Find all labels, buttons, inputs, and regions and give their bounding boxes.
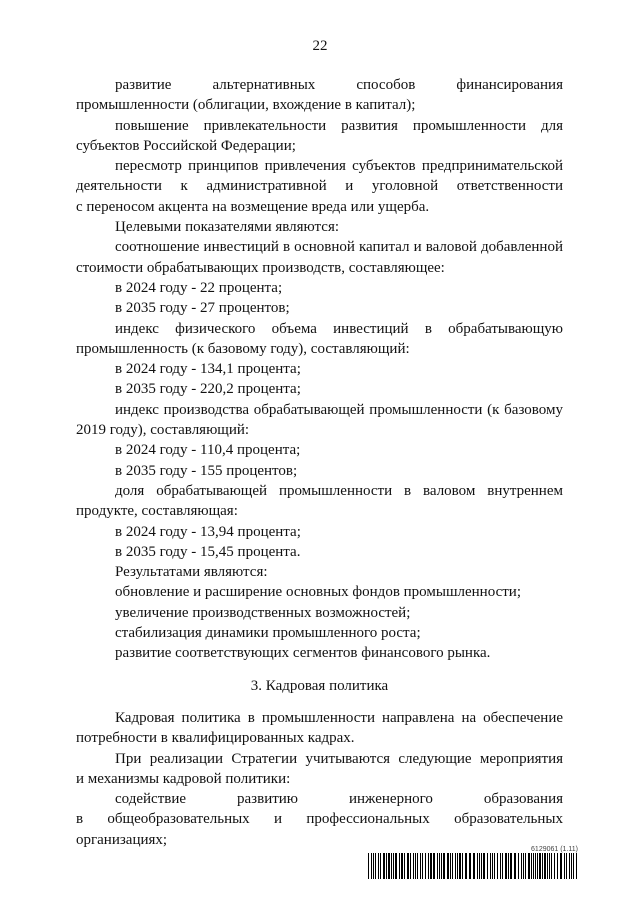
paragraph-line: Целевыми показателями являются: xyxy=(115,219,340,236)
paragraph-line: соотношение инвестиций в основной капитал и валовой добавленной xyxy=(115,239,563,256)
paragraph xyxy=(76,461,563,481)
paragraph xyxy=(76,298,563,318)
paragraph-line: в 2024 году - 22 процента; xyxy=(115,279,283,296)
paragraph-line: в общеобразовательных и профессиональных образовательных xyxy=(76,811,563,828)
paragraph xyxy=(76,789,563,850)
paragraph-line: индекс физического объема инвестиций в обрабатывающую xyxy=(115,320,563,337)
paragraph xyxy=(76,278,563,298)
paragraph-line: доля обрабатывающей промышленности в валовом внутреннем xyxy=(115,482,563,499)
paragraph-line: промышленности (облигации, вхождение в капитал); xyxy=(76,97,416,114)
paragraph-group-main xyxy=(76,75,563,664)
paragraph-line: 2019 году), составляющий: xyxy=(76,422,250,439)
paragraph xyxy=(76,562,563,582)
paragraph xyxy=(76,359,563,379)
paragraph xyxy=(76,708,563,749)
paragraph xyxy=(76,522,563,542)
paragraph-line: стабилизация динамики промышленного роста; xyxy=(115,625,421,642)
document-body xyxy=(76,75,563,850)
paragraph-line: продукте, составляющая: xyxy=(76,503,238,520)
paragraph xyxy=(76,319,563,360)
paragraph xyxy=(76,542,563,562)
paragraph xyxy=(76,217,563,237)
paragraph-line: субъектов Российской Федерации; xyxy=(76,137,296,154)
paragraph-line: содействие развитию инженерного образования xyxy=(115,791,563,808)
paragraph-line: развитие альтернативных способов финансирования xyxy=(115,77,563,93)
paragraph-line: индекс производства обрабатывающей промышленности (к базовому xyxy=(115,401,563,418)
paragraph-line: стоимости обрабатывающих производств, составляющее: xyxy=(76,259,445,276)
paragraph-line: Кадровая политика в промышленности направлена на обеспечение xyxy=(115,709,563,726)
paragraph xyxy=(76,75,563,116)
paragraph xyxy=(76,623,563,643)
barcode-icon xyxy=(368,853,578,879)
paragraph xyxy=(76,400,563,441)
paragraph-group-section xyxy=(76,708,563,850)
paragraph xyxy=(76,237,563,278)
paragraph xyxy=(76,481,563,522)
paragraph-line: в 2024 году - 13,94 процента; xyxy=(115,523,301,540)
paragraph-line: При реализации Стратегии учитываются следующие мероприятия xyxy=(115,750,563,767)
paragraph xyxy=(76,582,563,602)
paragraph xyxy=(76,440,563,460)
paragraph xyxy=(76,603,563,623)
paragraph-line: увеличение производственных возможностей; xyxy=(115,604,411,621)
paragraph xyxy=(76,156,563,217)
paragraph-line: в 2035 году - 155 процентов; xyxy=(115,462,298,479)
paragraph-line: в 2024 году - 110,4 процента; xyxy=(115,442,301,459)
paragraph-line: повышение привлекательности развития промышленности для xyxy=(115,117,563,134)
paragraph xyxy=(76,749,563,790)
paragraph-line: в 2035 году - 27 процентов; xyxy=(115,300,290,317)
paragraph-line: потребности в квалифицированных кадрах. xyxy=(76,730,355,747)
paragraph-line: развитие соответствующих сегментов финансового рынка. xyxy=(115,645,491,662)
paragraph-line: деятельности к административной и уголовной ответственности xyxy=(76,178,563,195)
paragraph-line: обновление и расширение основных фондов промышленности; xyxy=(115,584,521,601)
paragraph-line: в 2024 году - 134,1 процента; xyxy=(115,361,301,378)
paragraph-line: и механизмы кадровой политики: xyxy=(76,770,291,787)
paragraph xyxy=(76,379,563,399)
document-code: 6129061 (1.11) xyxy=(531,846,578,853)
paragraph-line: с переносом акцента на возмещение вреда или ущерба. xyxy=(76,198,430,215)
section-heading: 3. Кадровая политика xyxy=(250,677,389,694)
paragraph-line: пересмотр принципов привлечения субъектов предпринимательской xyxy=(115,158,563,175)
paragraph xyxy=(76,643,563,663)
paragraph-line: промышленность (к базовому году), составляющий: xyxy=(76,340,410,357)
paragraph-line: организациях; xyxy=(76,831,168,848)
page-number: 22 xyxy=(312,38,328,54)
paragraph-line: Результатами являются: xyxy=(115,564,268,581)
paragraph-line: в 2035 году - 220,2 процента; xyxy=(115,381,301,398)
paragraph-line: в 2035 году - 15,45 процента. xyxy=(115,543,301,560)
paragraph xyxy=(76,116,563,157)
